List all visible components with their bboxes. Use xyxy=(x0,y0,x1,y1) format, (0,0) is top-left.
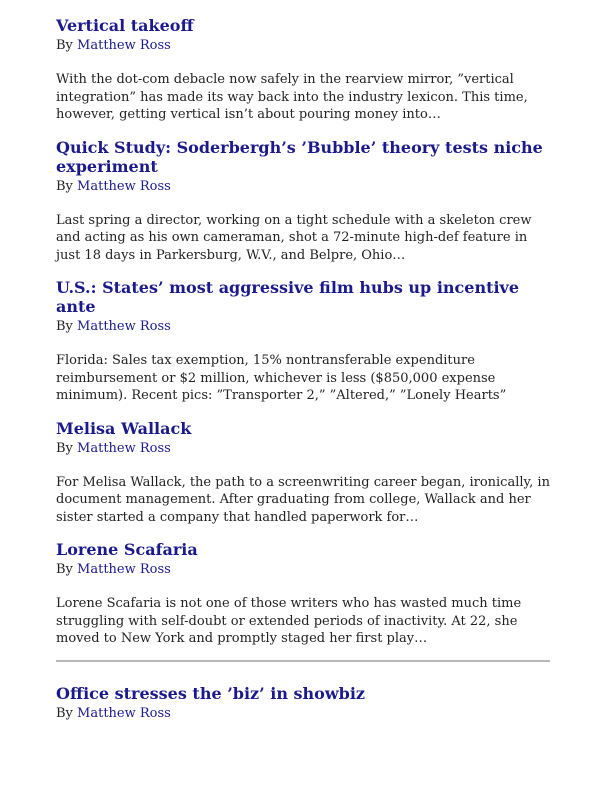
author-link[interactable]: Matthew Ross xyxy=(77,562,171,577)
article-list xyxy=(56,16,552,722)
byline-prefix: By xyxy=(56,38,73,53)
article-summary: Lorene Scafaria is not one of those writers who has wasted much time struggling with self-doubt or extended periods of inactivity. At 22, she moved to New York and promptly staged her first play… xyxy=(56,596,522,646)
article-byline xyxy=(56,562,552,578)
article-summary: Last spring a director, working on a tight schedule with a skeleton crew and acting as his own cameraman, shot a 72-minute high-def feature in just 18 days in Parkersburg, W.V., and Belpre, Ohio… xyxy=(56,212,532,263)
article-byline xyxy=(56,319,552,335)
article-item xyxy=(56,684,552,722)
article-headline-link[interactable]: Lorene Scafaria xyxy=(56,540,198,559)
byline-prefix: By xyxy=(56,319,73,334)
article-byline xyxy=(56,706,552,722)
article-summary: With the dot-com debacle now safely in the rearview mirror, ”vertical integration” has made its way back into the industry lexicon. This time, however, getting vertical isn’t about pouring money into… xyxy=(56,72,528,122)
byline-prefix: By xyxy=(56,178,73,194)
article-item xyxy=(56,16,552,124)
article-summary: For Melisa Wallack, the path to a screenwriting career began, ironically, in document management. After graduating from college, Wallack and her sister started a company that handled paperwork for… xyxy=(56,474,550,525)
article-headline-link[interactable]: Melisa Wallack xyxy=(56,418,192,438)
author-link[interactable]: Matthew Ross xyxy=(77,319,171,334)
article-item xyxy=(56,138,552,265)
article-headline-link[interactable]: Vertical takeoff xyxy=(56,16,194,35)
article-item xyxy=(56,278,552,405)
article-headline-link[interactable]: Quick Study: Soderbergh’s ’Bubble’ theory tests niche experiment xyxy=(56,137,543,176)
author-link[interactable]: Matthew Ross xyxy=(77,705,171,721)
article-item xyxy=(56,419,552,527)
article-byline xyxy=(56,179,552,195)
article-item xyxy=(56,540,552,648)
byline-prefix: By xyxy=(56,440,73,456)
author-link[interactable]: Matthew Ross xyxy=(77,38,171,53)
section-divider xyxy=(56,660,550,662)
article-byline xyxy=(56,441,552,457)
author-link[interactable]: Matthew Ross xyxy=(77,178,171,194)
article-headline-link[interactable]: Office stresses the ’biz’ in showbiz xyxy=(56,683,365,703)
author-link[interactable]: Matthew Ross xyxy=(77,440,171,456)
article-byline xyxy=(56,38,552,54)
article-headline-link[interactable]: U.S.: States’ most aggressive film hubs up incentive ante xyxy=(56,278,520,316)
byline-prefix: By xyxy=(56,562,73,577)
article-summary: Florida: Sales tax exemption, 15% nontransferable expenditure reimbursement or $2 million, whichever is less ($850,000 expense minimum). Recent pics: ”Transporter 2,” ”Altered,” ”Lonely Hearts” xyxy=(56,353,507,403)
byline-prefix: By xyxy=(56,705,73,721)
